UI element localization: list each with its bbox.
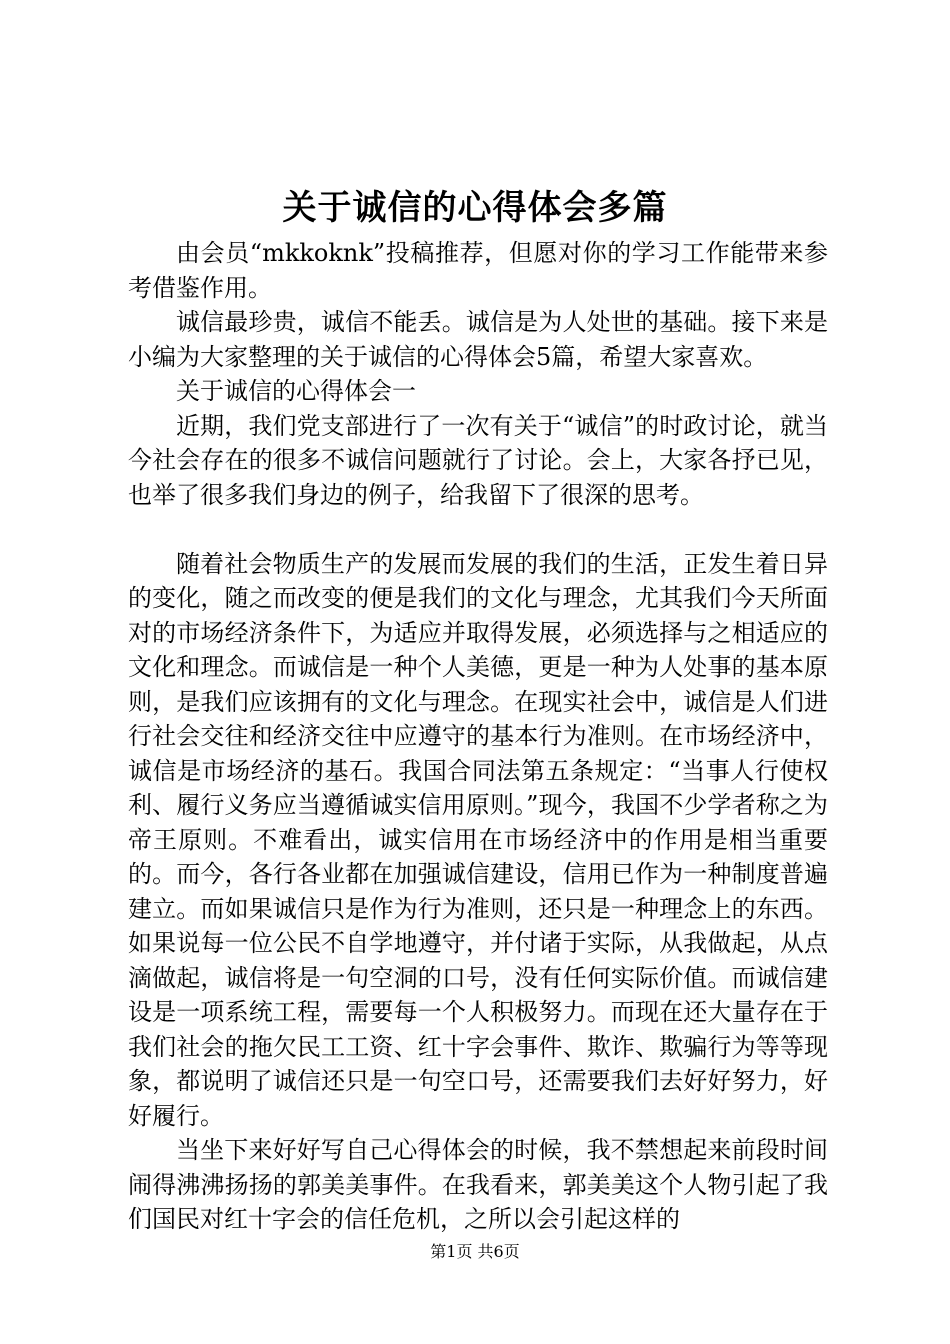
body-paragraph: 近期，我们党支部进行了一次有关于“诚信”的时政讨论，就当今社会存在的很多不诚信问题就行了讨论。会上，大家各抒已见，也举了很多我们身边的例子，给我留下了很深的思考。 [128,411,828,509]
summary-paragraph: 诚信最珍贵，诚信不能丢。诚信是为人处世的基础。接下来是小编为大家整理的关于诚信的心得体会5篇，希望大家喜欢。 [128,308,828,371]
body-paragraph: 随着社会物质生产的发展而发展的我们的生活，正发生着日异的变化，随之而改变的便是我们的文化与理念，尤其我们今天所面对的市场经济条件下，为适应并取得发展，必须选择与之相适应的文化和理念。而诚信是一种个人美德，更是一种为人处事的基本原则，是我们应该拥有的文化与理念。在现实社会中，诚信是人们进行社会交往和经济交往中应遵守的基本行为准则。在市场经济中，诚信是市场经济的基石。我国合同法第五条规定：“当事人行使权利、履行义务应当遵循诚实信用原则。”现今，我国不少学者称之为帝王原则。不难看出，诚实信用在市场经济中的作用是相当重要的。而今，各行各业都在加强诚信建设，信用已作为一种制度普遍建立。而如果诚信只是作为行为准则，还只是一种理念上的东西。如果说每一位公民不自学地遵守，并付诸于实际，从我做起，从点滴做起，诚信将是一句空洞的口号，没有任何实际价值。而诚信建设是一项系统工程，需要每一个人积极努力。而现在还大量存在于我们社会的拖欠民工工资、红十字会事件、欺诈、欺骗行为等等现象，都说明了诚信还只是一句空口号，还需要我们去好好努力，好好履行。 [128,549,828,1130]
section-heading: 关于诚信的心得体会一 [176,377,416,405]
intro-paragraph: 由会员“mkkoknk”投稿推荐，但愿对你的学习工作能带来参考借鉴作用。 [128,239,828,302]
document-title: 关于诚信的心得体会多篇 [282,188,668,228]
document-body [128,236,828,1237]
body-paragraph: 当坐下来好好写自己心得体会的时候，我不禁想起来前段时间闹得沸沸扬扬的郭美美事件。在我看来，郭美美这个人物引起了我们国民对红十字会的信任危机，之所以会引起这样的 [128,1136,828,1233]
page-footer: 第1页 共6页 [430,1242,520,1261]
